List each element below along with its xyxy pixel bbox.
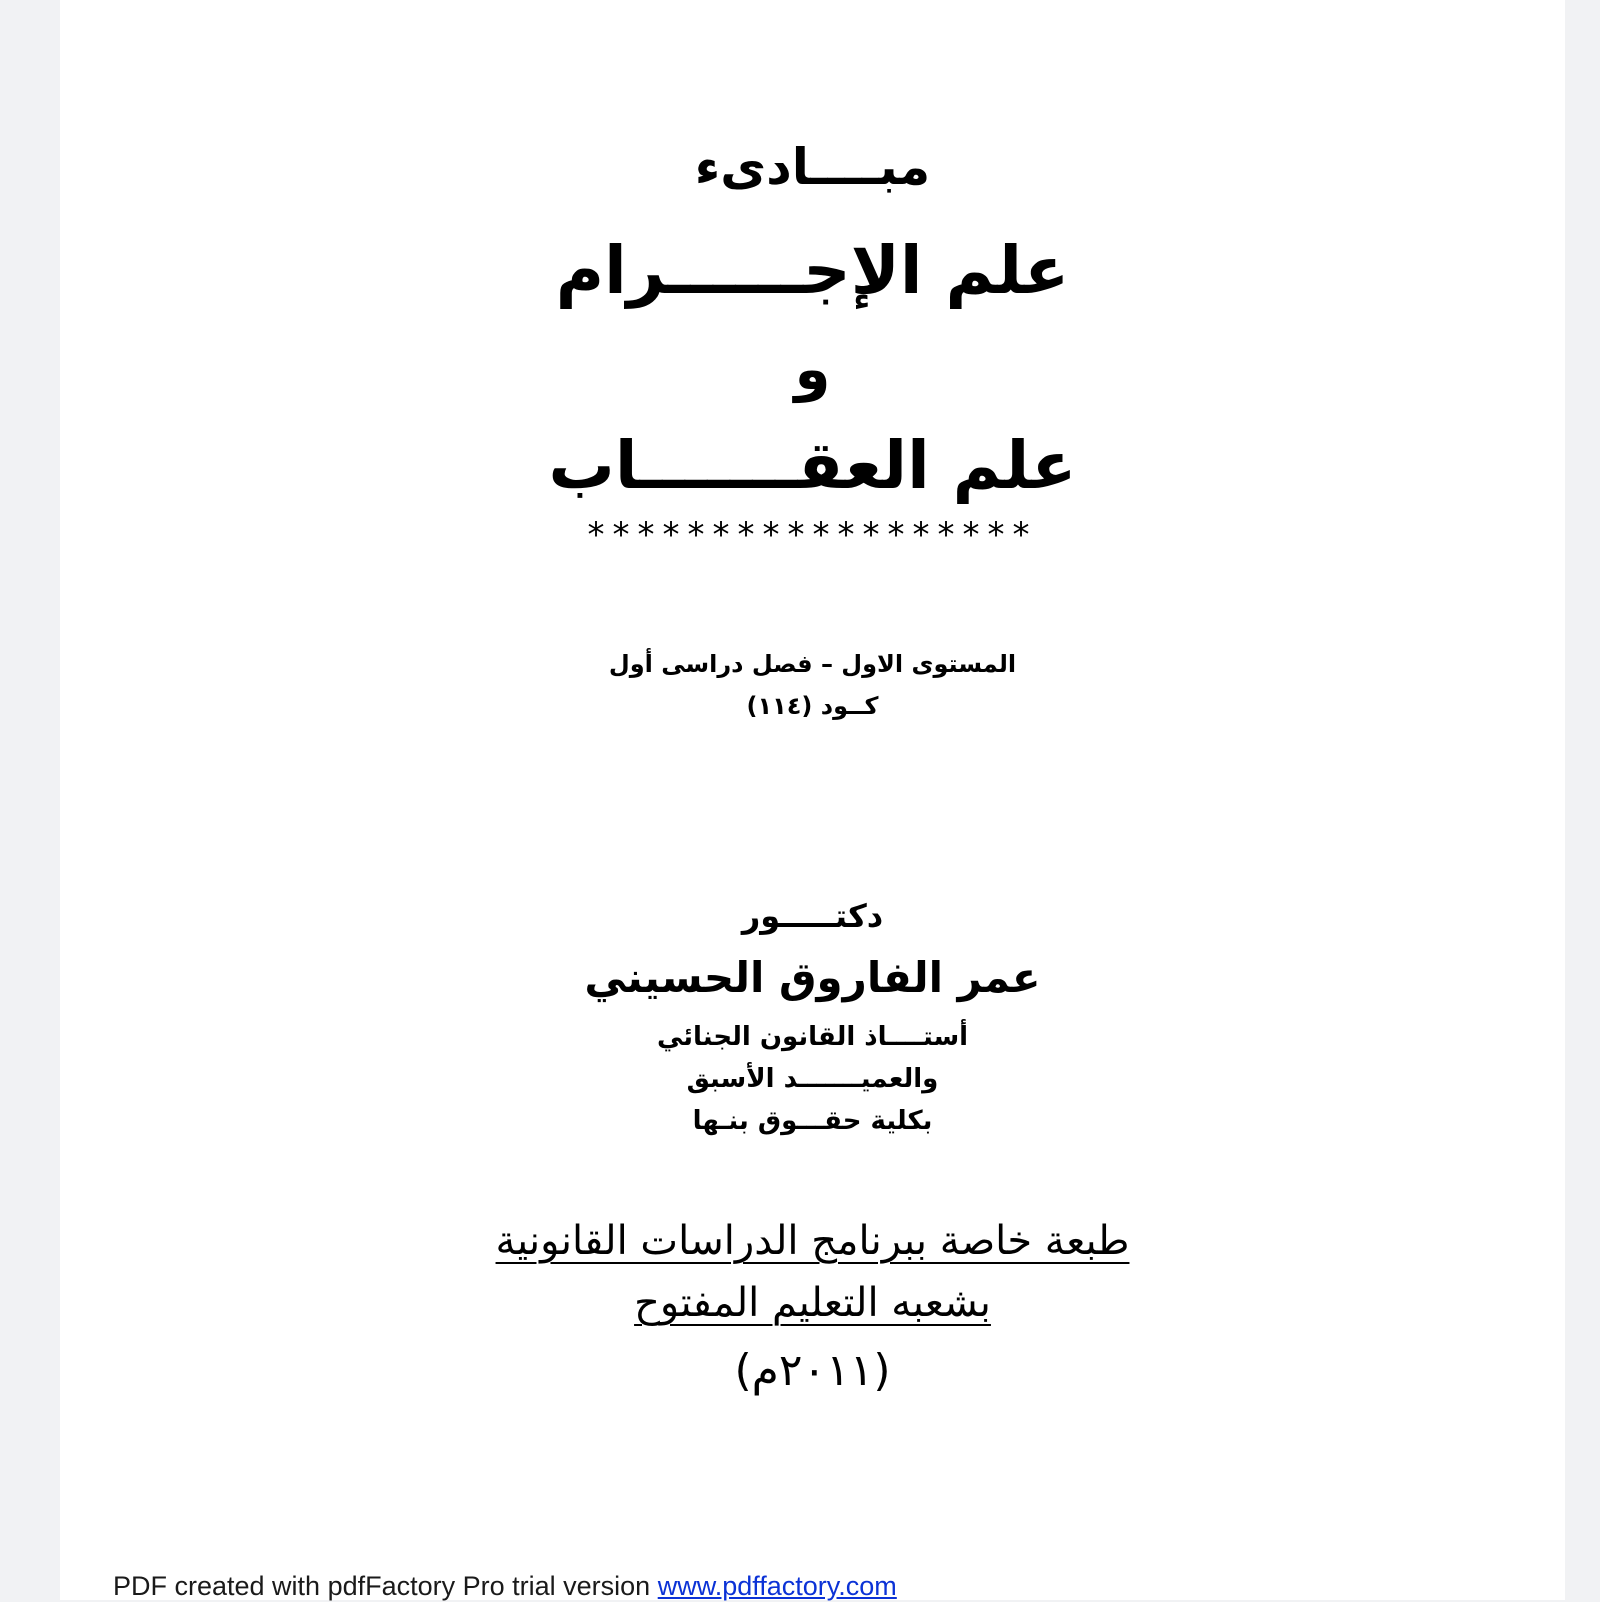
edition-note-line2-text: بشعبه التعليم المفتوح — [634, 1280, 991, 1326]
pdffactory-link[interactable]: www.pdffactory.com — [657, 1571, 897, 1601]
title-criminology: علم الإجــــــرام — [555, 232, 1070, 309]
document-page — [60, 0, 1565, 1600]
star-separator: ****************** — [587, 515, 1038, 555]
author-name: عمر الفاروق الحسيني — [584, 953, 1041, 1002]
title-and: و — [794, 335, 831, 403]
course-code: كــود (١١٤) — [746, 692, 879, 720]
edition-note-line2 — [60, 1280, 1565, 1326]
title-penology: علم العقـــــــاب — [548, 427, 1077, 504]
course-level: المستوى الاول – فصل دراسى أول — [608, 650, 1017, 678]
edition-year: (٢٠١١م) — [734, 1345, 891, 1396]
pdf-watermark-footer — [113, 1571, 897, 1602]
edition-note-line1-text: طبعة خاصة ببرنامج الدراسات القانونية — [495, 1218, 1130, 1264]
footer-text: PDF created with pdfFactory Pro trial version — [113, 1571, 658, 1601]
author-role-faculty: بكلية حقـــوق بنـها — [692, 1106, 933, 1136]
title-mabadi: مبــــادىء — [694, 138, 931, 196]
author-role-dean: والعميـــــــد الأسبق — [686, 1064, 939, 1094]
author-prefix: دكتـــــور — [741, 897, 884, 935]
author-role-professor: أستــــاذ القانون الجنائي — [656, 1022, 969, 1052]
edition-note-line1 — [60, 1218, 1565, 1264]
